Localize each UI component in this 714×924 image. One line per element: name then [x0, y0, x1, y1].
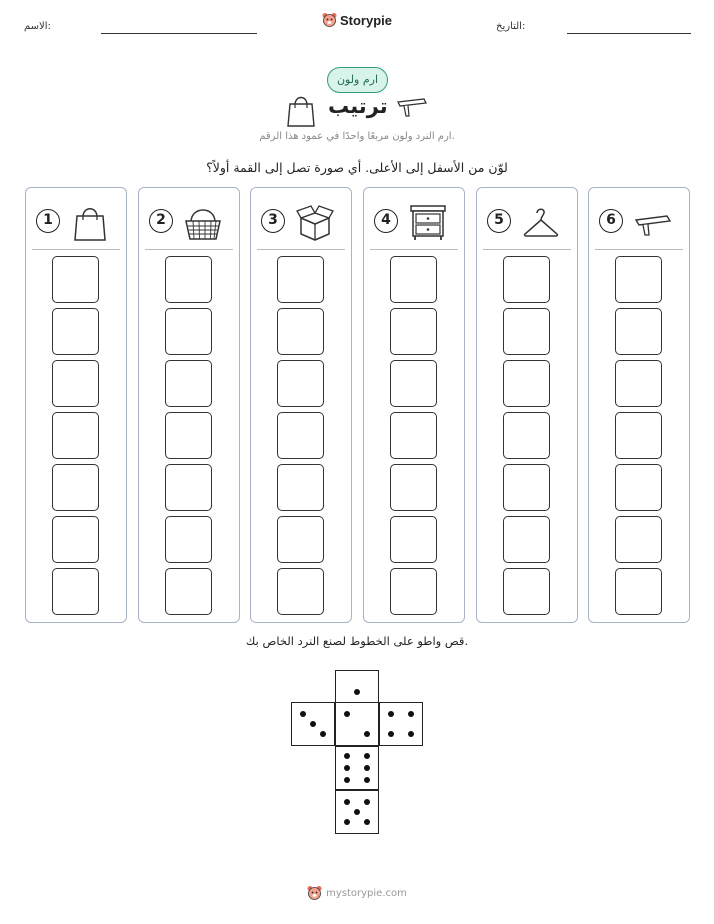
color-square[interactable]: [165, 568, 212, 615]
color-square[interactable]: [52, 464, 99, 511]
column-number: 5: [487, 209, 511, 233]
column-divider: [483, 249, 571, 250]
column-4: [363, 187, 465, 623]
basket-icon: [183, 202, 223, 246]
column-header: [477, 200, 577, 242]
dice-pip: [344, 799, 350, 805]
dice-pip: [364, 765, 370, 771]
column-divider: [145, 249, 233, 250]
color-square[interactable]: [615, 308, 662, 355]
shelf-icon: [633, 202, 673, 246]
color-square[interactable]: [503, 308, 550, 355]
column-number: 1: [36, 209, 60, 233]
color-square[interactable]: [615, 568, 662, 615]
color-square[interactable]: [277, 516, 324, 563]
color-square[interactable]: [165, 464, 212, 511]
color-square[interactable]: [390, 360, 437, 407]
color-square[interactable]: [390, 568, 437, 615]
column-3: [250, 187, 352, 623]
footer-url[interactable]: mystorypie.com: [326, 887, 407, 899]
color-square[interactable]: [277, 308, 324, 355]
dice-pip: [388, 731, 394, 737]
color-square[interactable]: [52, 568, 99, 615]
dice-pip: [320, 731, 326, 737]
dice-face-3: [291, 702, 335, 746]
dice-pip: [310, 721, 316, 727]
column-number: 4: [374, 209, 398, 233]
color-square[interactable]: [52, 516, 99, 563]
dice-pip: [354, 809, 360, 815]
subtitle: ارم النرد ولون مربعًا واحدًا في عمود هذا الرقم.: [259, 131, 455, 142]
color-square[interactable]: [390, 464, 437, 511]
column-2: [138, 187, 240, 623]
color-square[interactable]: [277, 256, 324, 303]
color-square[interactable]: [165, 360, 212, 407]
color-square[interactable]: [277, 464, 324, 511]
color-square[interactable]: [503, 412, 550, 459]
dice-pip: [408, 731, 414, 737]
dice-pip: [364, 819, 370, 825]
dice-pip: [364, 731, 370, 737]
color-square[interactable]: [165, 308, 212, 355]
column-header: [364, 200, 464, 242]
color-square[interactable]: [165, 516, 212, 563]
dice-pip: [354, 689, 360, 695]
color-square[interactable]: [503, 516, 550, 563]
dice-pip: [300, 711, 306, 717]
footer: [0, 885, 714, 905]
color-square[interactable]: [390, 516, 437, 563]
color-square[interactable]: [503, 464, 550, 511]
color-square[interactable]: [503, 568, 550, 615]
dresser-icon: [408, 202, 448, 246]
color-square[interactable]: [615, 464, 662, 511]
column-header: [139, 200, 239, 242]
column-header: [251, 200, 351, 242]
color-square[interactable]: [165, 412, 212, 459]
name-line[interactable]: [101, 33, 257, 34]
color-square[interactable]: [52, 412, 99, 459]
color-square[interactable]: [390, 256, 437, 303]
dice-face-2: [335, 702, 379, 746]
dice-pip: [344, 777, 350, 783]
dice-pip: [344, 753, 350, 759]
color-square[interactable]: [615, 516, 662, 563]
shopping-bag-icon: [70, 202, 110, 246]
column-divider: [257, 249, 345, 250]
color-square[interactable]: [277, 360, 324, 407]
date-label: التاريخ:: [496, 21, 526, 32]
color-square[interactable]: [52, 360, 99, 407]
color-square[interactable]: [52, 256, 99, 303]
box-icon: [295, 202, 335, 246]
column-divider: [32, 249, 120, 250]
column-number: 2: [149, 209, 173, 233]
dice-face-6: [335, 746, 379, 790]
column-1: [25, 187, 127, 623]
dice-pip: [364, 799, 370, 805]
color-square[interactable]: [615, 256, 662, 303]
color-square[interactable]: [615, 360, 662, 407]
column-number: 6: [599, 209, 623, 233]
column-divider: [370, 249, 458, 250]
color-square[interactable]: [390, 412, 437, 459]
column-5: [476, 187, 578, 623]
column-divider: [595, 249, 683, 250]
column-number: 3: [261, 209, 285, 233]
column-header: [26, 200, 126, 242]
dice-pip: [364, 753, 370, 759]
roll-and-color-badge: ارم ولون: [327, 67, 388, 93]
bear-icon: [322, 12, 337, 28]
date-line[interactable]: [567, 33, 691, 34]
brand-logo: [0, 12, 714, 32]
hanger-icon: [521, 202, 561, 246]
color-square[interactable]: [390, 308, 437, 355]
dice-instruction: قص واطو على الخطوط لصنع النرد الخاص بك.: [245, 634, 469, 648]
question: لوّن من الأسفل إلى الأعلى. أي صورة تصل إلى القمة أولاً؟: [206, 160, 508, 175]
column-header: [589, 200, 689, 242]
brand-name: Storypie: [339, 12, 392, 28]
color-square[interactable]: [277, 412, 324, 459]
shopping-bag-icon: [287, 92, 315, 128]
page-title: ترتيب: [328, 94, 388, 118]
name-label: الاسم:: [24, 21, 51, 32]
dice-pip: [388, 711, 394, 717]
color-square[interactable]: [52, 308, 99, 355]
dice-face-4: [379, 702, 423, 746]
dice-face-5: [335, 790, 379, 834]
bear-icon: [307, 885, 322, 901]
dice-pip: [344, 819, 350, 825]
color-square[interactable]: [615, 412, 662, 459]
dice-pip: [344, 765, 350, 771]
color-square[interactable]: [165, 256, 212, 303]
column-6: [588, 187, 690, 623]
color-square[interactable]: [503, 256, 550, 303]
dice-pip: [408, 711, 414, 717]
shelf-icon: [396, 96, 428, 120]
dice-pip: [344, 711, 350, 717]
dice-pip: [364, 777, 370, 783]
title-row: [0, 92, 714, 130]
color-square[interactable]: [503, 360, 550, 407]
color-square[interactable]: [277, 568, 324, 615]
